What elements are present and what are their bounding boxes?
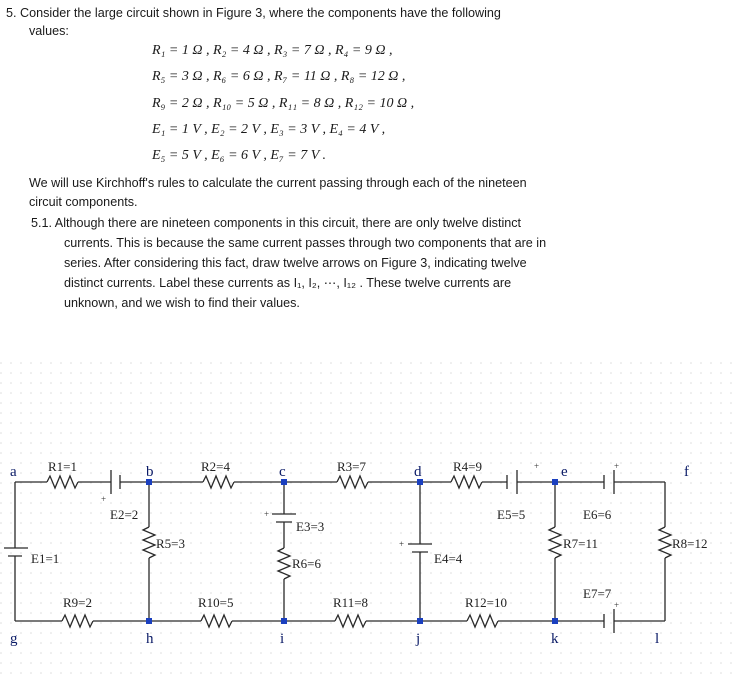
label-r4: R4=9	[453, 459, 483, 474]
node-label-j: j	[416, 631, 421, 647]
label-e7: E7=7	[583, 586, 612, 601]
node-dot-i	[281, 618, 287, 624]
label-r10: R10=5	[198, 595, 234, 610]
intro-line-1: 5. Consider the large circuit shown in Figure 3, where the components have the following	[6, 6, 501, 20]
node-label-k: k	[551, 631, 559, 647]
question-5-1-line-4: distinct currents. Label these currents as I₁, I₂, ⋯, I₁₂ . These twelve currents are	[64, 276, 512, 290]
label-r9: R9=2	[63, 595, 93, 610]
values-row-1: R₁ = 1 Ω , R₂ = 4 Ω , R₃ = 7 Ω , R₄ = 9 Ω ,	[152, 43, 393, 58]
values-row-4: E₁ = 1 V , E₂ = 2 V , E₃ = 3 V , E₄ = 4 V ,	[152, 122, 386, 137]
plus-e6: +	[614, 461, 620, 471]
label-e1: E1=1	[31, 551, 60, 566]
circuit-diagram	[0, 352, 732, 678]
question-5-1-line-2: currents. This is because the same current passes through two components that are in	[64, 236, 547, 250]
values-row-2: R₅ = 3 Ω , R₆ = 6 Ω , R₇ = 11 Ω , R₈ = 12 Ω ,	[152, 69, 406, 84]
node-label-i: i	[280, 631, 285, 647]
node-label-b: b	[146, 464, 154, 480]
kirchhoff-line-1: We will use Kirchhoff's rules to calculate the current passing through each of the nineteen	[29, 176, 527, 190]
node-dot-e	[552, 479, 558, 485]
label-r2: R2=4	[201, 459, 231, 474]
label-r6: R6=6	[292, 556, 322, 571]
intro-line-2: values:	[29, 24, 69, 38]
label-r1: R1=1	[48, 459, 78, 474]
values-row-3: R₉ = 2 Ω , R₁₀ = 5 Ω , R₁₁ = 8 Ω , R₁₂ = 10 Ω ,	[152, 96, 415, 111]
node-label-g: g	[10, 631, 18, 647]
label-r12: R12=10	[465, 595, 508, 610]
plus-e5: +	[534, 461, 540, 471]
label-r11: R11=8	[333, 595, 369, 610]
label-r7: R7=11	[563, 536, 599, 551]
kirchhoff-line-2: circuit components.	[29, 195, 138, 209]
node-label-c: c	[279, 464, 286, 480]
label-e4: E4=4	[434, 551, 463, 566]
node-label-f: f	[684, 464, 689, 480]
circuit-figure	[0, 352, 732, 678]
question-5-1-line-3: series. After considering this fact, draw twelve arrows on Figure 3, indicating twelve	[64, 256, 527, 270]
label-e3: E3=3	[296, 519, 325, 534]
plus-e7: +	[614, 600, 620, 610]
label-r3: R3=7	[337, 459, 367, 474]
label-r8: R8=12	[672, 536, 708, 551]
node-dot-h	[146, 618, 152, 624]
question-5-1-line-1: 5.1. Although there are nineteen components in this circuit, there are only twelve distinct	[31, 216, 522, 230]
node-dot-k	[552, 618, 558, 624]
label-e5: E5=5	[497, 507, 526, 522]
plus-e3: +	[264, 509, 270, 519]
node-dot-j	[417, 618, 423, 624]
node-label-l: l	[655, 631, 660, 647]
node-label-h: h	[146, 631, 154, 647]
plus-e4: +	[399, 539, 405, 549]
label-r5: R5=3	[156, 536, 186, 551]
values-row-5: E₅ = 5 V , E₆ = 6 V , E₇ = 7 V .	[152, 148, 326, 163]
node-label-e: e	[561, 464, 568, 480]
question-5-1-line-5: unknown, and we wish to find their values.	[64, 296, 300, 310]
label-e6: E6=6	[583, 507, 612, 522]
node-label-d: d	[414, 464, 422, 480]
plus-e2: +	[101, 494, 107, 504]
node-label-a: a	[10, 464, 17, 480]
label-e2: E2=2	[110, 507, 139, 522]
